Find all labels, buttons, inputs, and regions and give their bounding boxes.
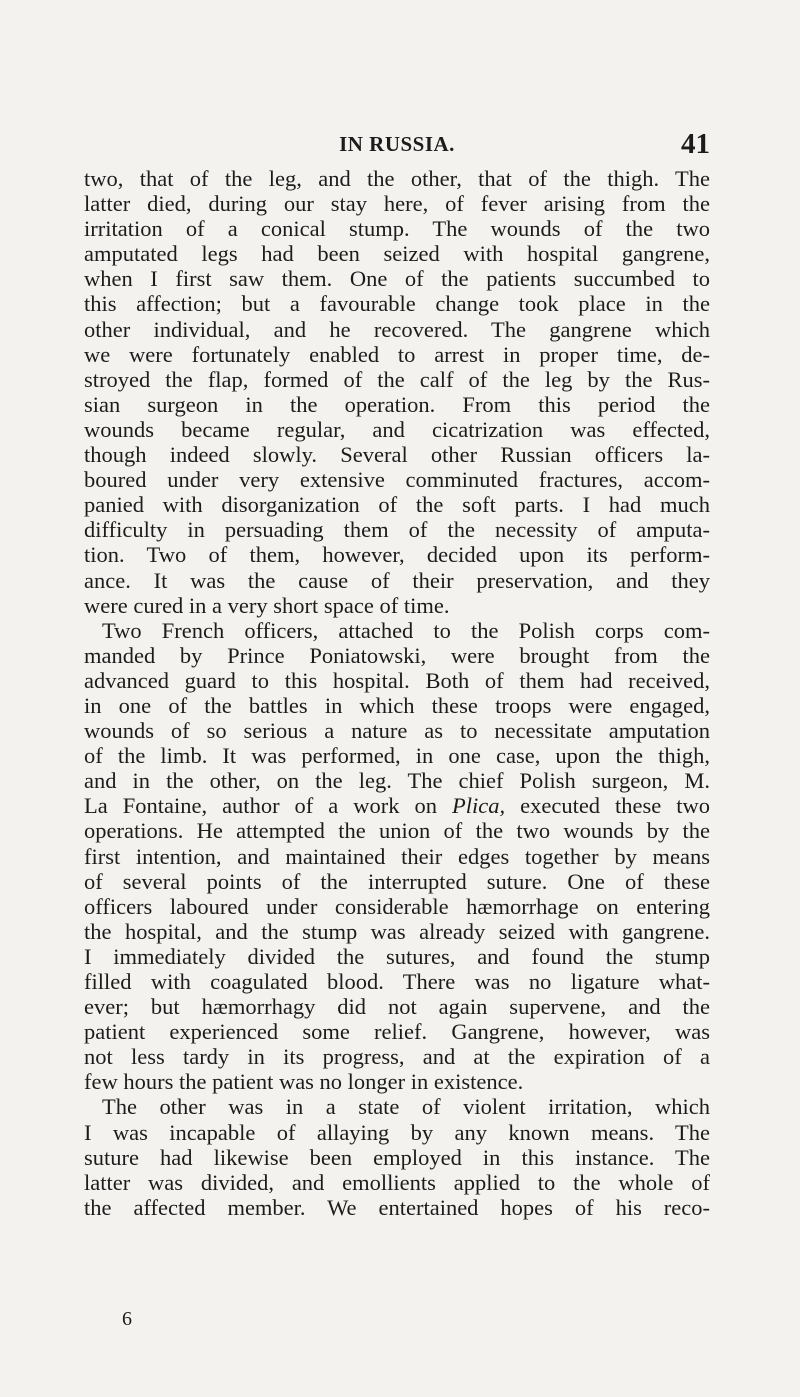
text-line: tion. Two of them, however, decided upon its perform- — [84, 542, 710, 568]
text-line: sian surgeon in the operation. From this period the — [84, 391, 710, 417]
text-line: we were fortunately enabled to arrest in proper time, de- — [84, 341, 710, 367]
text-line: wounds of so serious a nature as to necessitate amputation — [84, 718, 710, 744]
text-line: irritation of a conical stump. The wounds of the two — [84, 216, 710, 242]
text-line: suture had likewise been employed in this instance. The — [84, 1144, 710, 1170]
text-line: advanced guard to this hospital. Both of them had received, — [84, 667, 710, 693]
signature-mark: 6 — [122, 1308, 132, 1330]
text-line: of the limb. It was performed, in one case, upon the thigh, — [84, 743, 710, 769]
text-line: I immediately divided the sutures, and found the stump — [84, 943, 710, 969]
text-line: difficulty in persuading them of the necessity of amputa- — [84, 517, 710, 543]
text-line: latter was divided, and emollients applied to the whole of — [84, 1169, 710, 1195]
text-segment: executed these two — [520, 793, 711, 819]
text-line: latter died, during our stay here, of fever arising from the — [84, 191, 710, 217]
page-number: 41 — [681, 128, 710, 160]
italic-title: Plica, — [452, 793, 506, 819]
text-line: not less tardy in its progress, and at the expiration of a — [84, 1044, 710, 1070]
text-line: panied with disorganization of the soft parts. I had much — [84, 492, 710, 518]
text-line: though indeed slowly. Several other Russian officers la- — [84, 442, 710, 468]
text-line: this affection; but a favourable change took place in the — [84, 291, 710, 317]
text-line: of several points of the interrupted suture. One of these — [84, 868, 710, 894]
text-line: in one of the battles in which these troops were engaged, — [84, 692, 710, 718]
text-line: operations. He attempted the union of the two wounds by the — [84, 818, 710, 844]
text-line: the hospital, and the stump was already seized with gangrene. — [84, 918, 710, 944]
text-line: ance. It was the cause of their preservation, and they — [84, 567, 710, 593]
text-line: ever; but hæmorrhagy did not again supervene, and the — [84, 994, 710, 1020]
text-segment: La Fontaine, author of a work on — [84, 793, 437, 819]
text-line: officers laboured under considerable hæmorrhage on entering — [84, 893, 710, 919]
text-line: wounds became regular, and cicatrization was effected, — [84, 416, 710, 442]
running-head — [84, 128, 710, 162]
text-line: when I first saw them. One of the patients succumbed to — [84, 266, 710, 292]
text-line: stroyed the flap, formed of the calf of the leg by the Rus- — [84, 366, 710, 392]
text-line-with-italic — [84, 793, 710, 818]
text-line: I was incapable of allaying by any known means. The — [84, 1119, 710, 1145]
text-line: few hours the patient was no longer in existence. — [84, 1069, 524, 1095]
text-line: patient experienced some relief. Gangrene, however, was — [84, 1019, 710, 1045]
text-line: and in the other, on the leg. The chief Polish surgeon, M. — [84, 768, 710, 794]
text-line: manded by Prince Poniatowski, were brought from the — [84, 642, 710, 668]
text-line: other individual, and he recovered. The gangrene which — [84, 316, 710, 342]
text-line: amputated legs had been seized with hospital gangrene, — [84, 241, 710, 267]
text-line: filled with coagulated blood. There was no ligature what- — [84, 969, 710, 994]
text-line: two, that of the leg, and the other, that of the thigh. The — [84, 166, 710, 191]
running-title: IN RUSSIA. — [339, 132, 455, 156]
text-line: The other was in a state of violent irritation, which — [102, 1094, 710, 1120]
text-line: boured under very extensive comminuted fractures, accom- — [84, 467, 710, 493]
text-line: were cured in a very short space of time. — [84, 592, 450, 618]
text-line: first intention, and maintained their edges together by means — [84, 843, 710, 869]
text-line: the affected member. We entertained hopes of his reco- — [84, 1194, 710, 1220]
text-line: Two French officers, attached to the Polish corps com- — [102, 617, 710, 643]
body-text — [84, 166, 710, 1220]
